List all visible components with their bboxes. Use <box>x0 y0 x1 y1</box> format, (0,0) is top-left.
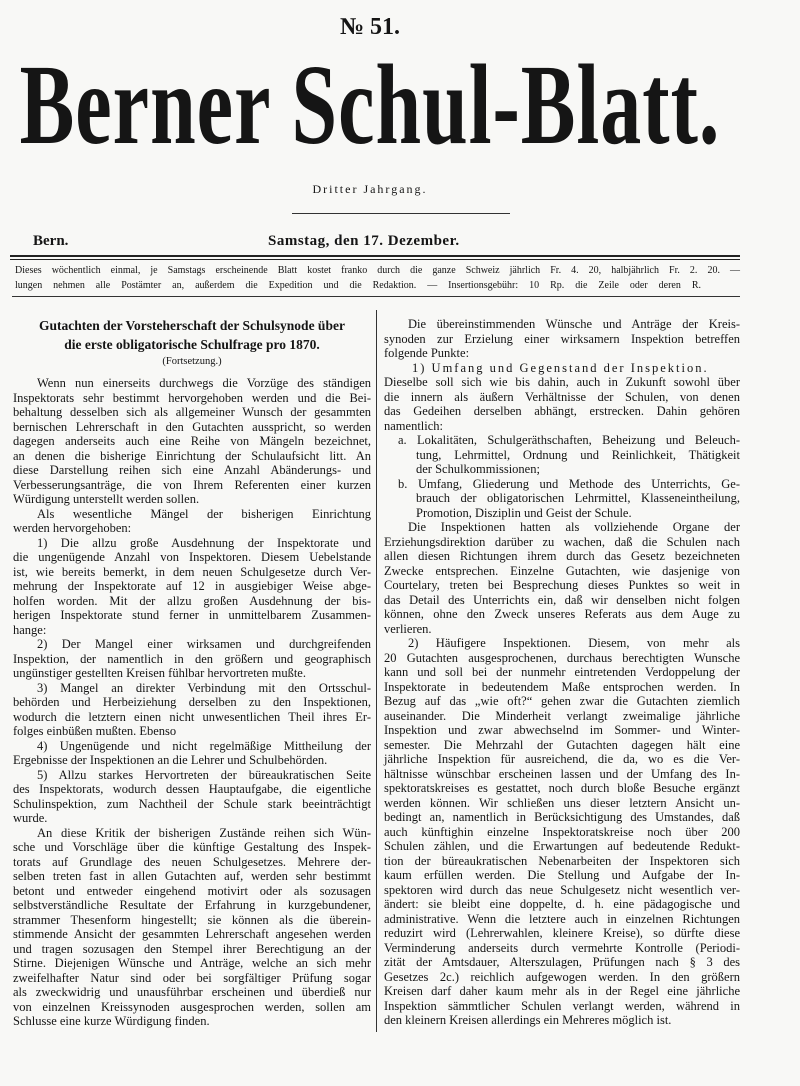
text-line: zweifelhafter Natur sind oder bei sorgfältiger Prüfung sogar <box>13 970 371 985</box>
text-line: Zwecke entsprechen. Einzelne Gutachten, wie dasjenige von <box>384 563 740 578</box>
text-line: strammer Thesenform hingestellt; sie können als die überein- <box>13 912 371 927</box>
paragraph <box>13 739 371 768</box>
paragraph <box>384 375 740 433</box>
text-line: Bezug auf das „wie oft?“ gehen zwar die Gutachten ziemlich <box>384 694 740 708</box>
text-line: 4) Ungenügende und nicht regelmäßige Mittheilung der <box>37 738 371 753</box>
text-line: bernischen Lehrerschaft in den Gutachten ausspricht, so werden <box>13 419 371 434</box>
text-line: b. Umfang, Gliederung und Methode des Unterrichts, Ge- <box>398 476 740 491</box>
text-line: Promotion, Disziplin und Geist der Schule. <box>416 505 632 520</box>
text-line: Verbesserungsanträge, die von Ihrem Referenten einer kurzen <box>13 477 371 492</box>
text-line: 20 Gutachten ausgesprochenen, durchaus berechtigten Wunsche <box>384 650 740 665</box>
text-line: torats auf Grundlage des neuen Schulgesetzes. Mehrere der- <box>13 854 371 869</box>
issue-date: Samstag, den 17. Dezember. <box>268 233 460 249</box>
text-line: a. Lokalitäten, Schulgeräthschaften, Beheizung und Beleuch- <box>398 433 740 447</box>
headline-line: die erste obligatorische Schulfrage pro 1870. <box>64 337 320 352</box>
text-line: die innern als äußern Verhältnisse der Schulen, von denen <box>384 389 740 404</box>
text-line: auseinander. Die Minderheit verlangt zweimalige jährliche <box>384 708 740 723</box>
paragraph <box>13 536 371 638</box>
text-line: als zweckwidrig und unausführbar erscheinen und überdieß nur <box>13 985 371 999</box>
text-line: folges einbüßen mußten. Ebenso <box>13 724 177 738</box>
text-line: Dieselbe soll sich wie bis dahin, auch in Zukunft sowohl über <box>384 375 740 389</box>
text-line: ist, wie bereits bemerkt, in dem neuen Schulgesetze durch Ver- <box>13 564 371 579</box>
paragraph <box>13 507 371 536</box>
text-line: die ungenügende Anzahl von Inspektoren. Diesem Uebelstande <box>13 550 371 564</box>
text-line: selben treten fast in allen Gutachten auf, werden sehr bestimmt <box>13 869 371 883</box>
text-line: ungünstiger gestellten Kreisen fühlbar hervortreten mußte. <box>13 666 306 680</box>
text-line: Inspektion und zwar abwechselnd im Sommer- und Winter- <box>384 723 740 737</box>
text-line: Schulinspektion, zum Nachtheil der Schule stark beeinträchtigt <box>13 796 371 811</box>
text-line: Inspektorats sehr bestimmt hervorgehoben werden und die Bei- <box>13 390 371 405</box>
text-line: wurde. <box>13 811 48 825</box>
text-line: herigen Inspektorate stund ferner in unmittelbarem Zusammen- <box>13 608 371 622</box>
text-line: Verminderung anderseits durch vermehrte Kontrolle (Periodi- <box>384 940 740 955</box>
headline-line: Gutachten der Vorsteherschaft der Schulsynode über <box>39 318 345 333</box>
text-line: Inspektorate in bedeutendem Maße entsprochen werden. In <box>384 679 740 694</box>
text-line: wodurch die letztern einen nicht unwesentlichen Theil ihres Er- <box>13 709 371 724</box>
left-column <box>13 316 371 1029</box>
text-line: hältnisse wünschbar erscheinen lassen und der Umfang des In- <box>384 766 740 781</box>
text-line: betont und entweder eingehend motivirt oder als sozusagen <box>13 883 371 898</box>
text-line: An diese Kritik der bisherigen Zustände reihen sich Wün- <box>37 825 371 840</box>
text-line: können, ohne den Zweck unseres Referats aus dem Auge zu <box>384 607 740 621</box>
divider <box>12 296 740 297</box>
text-line: dagegen anderseits auch eine Reihe von Mängeln bezeichnet, <box>13 434 371 448</box>
text-line: Wenn nun einerseits durchwegs die Vorzüge des ständigen <box>37 376 371 390</box>
text-line: auch künftighin einzelne Inspektoratskreise noch über 200 <box>384 824 740 839</box>
text-line: werden hervorgehoben: <box>13 521 132 535</box>
text-line: des Inspektorats, wodurch dessen Hauptaufgabe, die eigentliche <box>13 782 371 796</box>
continued-note: (Fortsetzung.) <box>162 356 222 367</box>
text-line: folgende Punkte: <box>384 346 470 360</box>
paragraph <box>13 826 371 1029</box>
text-line: Schulen zählen, und die Erwartungen auf bedeutende Redukt- <box>384 839 740 853</box>
text-line: 2) Der Mangel einer wirksamen und durchgreifenden <box>37 637 371 651</box>
text-line: Erziehungsdirektion darüber zu wachen, daß die Schulen nach <box>384 534 740 549</box>
text-line: namentlich: <box>384 418 444 433</box>
text-line: 3) Mangel an direkter Verbindung mit den Ortsschul- <box>37 680 371 695</box>
subscription-line: lungen nehmen alle Postämter an, außerdem die Expedition und die Redaktion. — Insertionsgebühr: 10 Rp. die Zeile oder deren R. <box>15 280 701 291</box>
text-line: Die übereinstimmenden Wünsche und Anträge der Kreis- <box>408 317 740 331</box>
right-column <box>384 317 740 1028</box>
paragraph <box>13 681 371 739</box>
text-line: mehrung der Inspektorate auf 12 in ausgiebiger Weise abge- <box>13 579 371 593</box>
text-line: Gesetzes 2c.) reichlich aufgewogen werden. In den größern <box>384 969 740 984</box>
text-line: tung, Lehrmittel, Ordnung und Reinlichkeit, Thätigkeit <box>416 447 740 462</box>
text-line: semester. Die Mehrzahl der Gutachten dagegen hält eine <box>384 737 740 752</box>
text-line: administrative. Wenn die letztere auch in einzelnen Richtungen <box>384 911 740 926</box>
paragraph <box>384 520 740 636</box>
subscription-info <box>15 263 740 293</box>
subscription-line: Dieses wöchentlich einmal, je Samstags erscheinende Blatt kostet franko durch die ganze Schweiz jährlich Fr. 4. 20, halbjährlich Fr. 2. 20. — <box>15 265 740 276</box>
text-line: Kreisen darf daher kaum mehr als in der Regel eine jährliche <box>384 984 740 998</box>
text-line: und tragen sozusagen den Stempel ihrer Berechtigung an der <box>13 941 371 956</box>
text-line: das Gedeihen derselben abhängt, erstrecken. Dahin gehören <box>384 404 740 418</box>
text-line: reduzirt wird (Lehrerwahlen, kleinere Kreise), so dürfte diese <box>384 926 740 940</box>
text-line: das Detail des Unterrichts ein, daß wir denselben nicht folgen <box>384 592 740 607</box>
text-line: Inspektion sämmtlicher Schulen verlangt werden, während in <box>384 998 740 1013</box>
volume-label: Dritter Jahrgang. <box>312 182 428 196</box>
text-line: behörden und Herbeiziehung derselben zu den Inspektionen, <box>13 695 371 709</box>
text-line: holfen worden. Mit der allzu großen Ausdehnung der bis- <box>13 593 371 608</box>
text-line: 1) Umfang und Gegenstand der Inspektion. <box>412 360 709 375</box>
paragraph <box>384 317 740 361</box>
text-line: selbstverständliche Resultate der Erfahrung in kurzgebundener, <box>13 898 371 912</box>
article-body-left <box>13 376 371 1029</box>
text-line: Würdigung unterstellt werden sollen. <box>13 492 200 506</box>
text-line: jährliche Inspektion für ausreichend, die da, wo es die Ver- <box>384 752 740 766</box>
text-line: brauch der obligatorischen Lehrmittel, Klasseneintheilung, <box>416 491 740 505</box>
paragraph <box>384 433 740 477</box>
text-line: spektoren wird durch das neue Schulgesetz nicht wesentlich ver- <box>384 882 740 897</box>
text-line: Als wesentliche Mängel der bisherigen Einrichtung <box>37 506 371 521</box>
divider <box>292 213 510 214</box>
article-headline <box>13 316 371 354</box>
text-line: kaum erfüllen werden. Die Stellung und Aufgabe der In- <box>384 868 740 882</box>
text-line: sche und Vorschläge über die künftige Gestaltung des Inspek- <box>13 840 371 854</box>
text-line: Courtelary, treten bei Besprechung dieses Punktes so weit in <box>384 578 740 592</box>
text-line: zität der Amtsdauer, Alterszulagen, Prüfungen nach § 3 des <box>384 955 740 969</box>
paragraph <box>384 477 740 521</box>
text-line: von einzelnen Kreissynoden ausgesprochen werden, sollen am <box>13 999 371 1014</box>
text-line: spektoratskreises es gestattet, noch durch bloße Besuche ergänzt <box>384 781 740 795</box>
text-line: hange: <box>13 622 47 637</box>
masthead-title: Berner Schul-Blatt. <box>19 41 721 169</box>
text-line: Die Inspektionen hatten als vollziehende Organe der <box>408 520 740 534</box>
article-body-right <box>384 317 740 1028</box>
text-line: Stirne. Diejenigen Wünsche und Anträge, welche an sich mehr <box>13 956 371 970</box>
text-line: behaltung desselben sich als allgemeiner Wunsch der gesammten <box>13 405 371 419</box>
double-divider <box>10 255 740 260</box>
text-line: synoden zur Erzielung einer wirksamern Inspektion betreffen <box>384 331 740 346</box>
paragraph <box>13 376 371 507</box>
text-line: allen diesen Richtungen ihrem durch das Gesetz bezeichneten <box>384 549 740 563</box>
text-line: 2) Häufigere Inspektionen. Diesem, von mehr als <box>408 636 740 650</box>
text-line: bedingt an, namentlich in Berücksichtigung des Umstandes, daß <box>384 810 740 824</box>
text-line: der Schulkommissionen; <box>416 462 540 476</box>
paragraph <box>13 768 371 826</box>
text-line: den kleinern Kreisen allerdings ein Mehreres möglich ist. <box>384 1013 672 1027</box>
paragraph <box>13 637 371 681</box>
text-line: Schlusse eine kurze Würdigung finden. <box>13 1014 210 1028</box>
text-line: werden können. Wir schließen uns dieser letztern Ansicht un- <box>384 795 740 810</box>
column-divider <box>376 310 377 1032</box>
text-line: an denen die bisherige Einrichtung der Schulaufsicht litt. An <box>13 448 371 463</box>
text-line: kann und soll bei der nunmehr eintretenden Verdoppelung der <box>384 665 740 679</box>
text-line: ändert: sie bleibt eine doppelte, d. h. eine pädagogische und <box>384 897 740 911</box>
text-line: stimmende Ansicht der gesammten Lehrerschaft angesehen werden <box>13 927 371 941</box>
text-line: tion der büreaukratischen Nebenarbeiten der Inspektoren sich <box>384 853 740 868</box>
text-line: 1) Die allzu große Ausdehnung der Inspektorate und <box>37 535 371 550</box>
text-line: Ergebnisse der Inspektionen an die Lehrer und Schulbehörden. <box>13 753 328 767</box>
text-line: diese Darstellung reihen sich eine Anzahl Abänderungs- und <box>13 463 371 477</box>
text-line: Inspektion, der namentlich in den größern und geographisch <box>13 651 371 666</box>
text-line: verlieren. <box>384 621 432 636</box>
publication-place: Bern. <box>33 233 69 249</box>
text-line: 5) Allzu starkes Hervortreten der büreaukratischen Seite <box>37 767 371 782</box>
paragraph <box>384 636 740 1028</box>
issue-number: № 51. <box>339 14 401 40</box>
paragraph <box>384 361 740 376</box>
